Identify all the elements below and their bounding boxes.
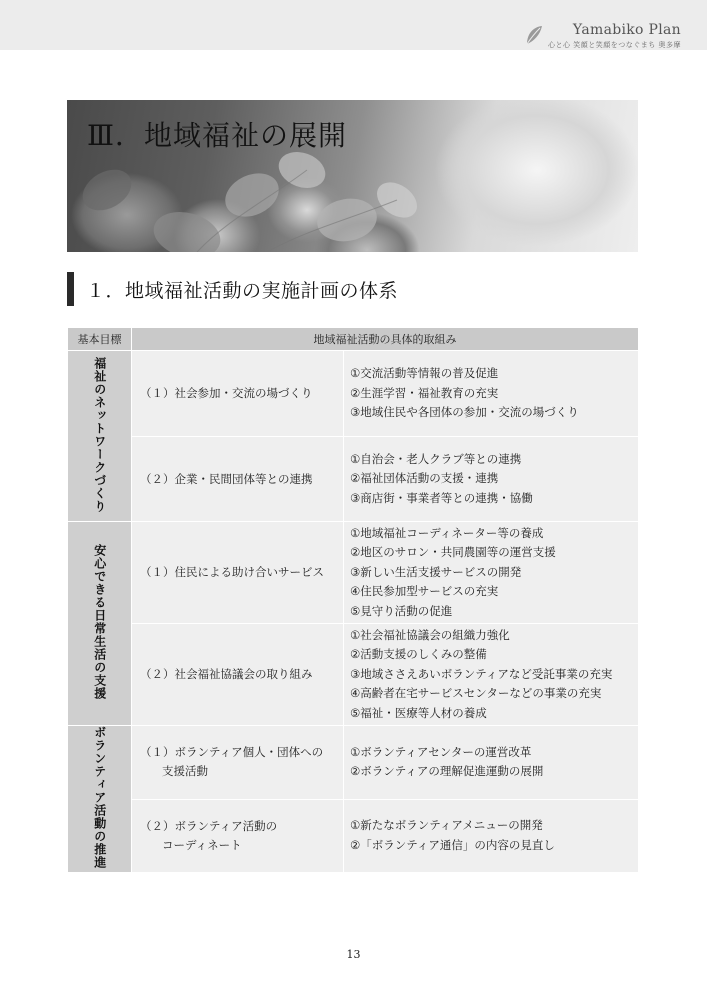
table-row — [68, 437, 639, 522]
initiative-label: （１）社会参加・交流の場づくり — [140, 386, 313, 400]
table-row — [68, 351, 639, 437]
list-item: ①交流活動等情報の普及促進 — [350, 366, 499, 381]
items-cell — [344, 726, 639, 800]
list-item: ③地域ささえあいボランティアなど受託事業の充実 — [350, 666, 613, 681]
initiative-cell — [132, 726, 344, 800]
chapter-title: Ⅲ．地域福祉の展開 — [87, 119, 348, 152]
page-number: 13 — [346, 948, 361, 961]
initiative-cell — [132, 522, 344, 624]
items-cell — [344, 437, 639, 522]
goal-cell — [68, 726, 132, 873]
list-item: ①自治会・老人クラブ等との連携 — [350, 451, 522, 466]
initiative-cell — [132, 799, 344, 873]
list-item: ②福祉団体活動の支援・連携 — [350, 471, 499, 486]
list-item: ④高齢者在宅サービスセンターなどの事業の充実 — [350, 686, 602, 701]
table-row — [68, 799, 639, 873]
table-row — [68, 726, 639, 800]
list-item: ②「ボランティア通信」の内容の見直し — [350, 837, 555, 852]
list-item: ⑤福祉・医療等人材の養成 — [350, 705, 487, 720]
initiative-label: （２）企業・民間団体等との連携 — [140, 471, 313, 486]
list-item: ③新しい生活支援サービスの開発 — [350, 564, 522, 579]
initiatives-column-header: 地域福祉活動の具体的取組み — [132, 328, 639, 351]
list-item: ②地区のサロン・共同農園等の運営支援 — [350, 545, 556, 560]
logo — [548, 22, 681, 50]
goal-cell — [68, 522, 132, 726]
list-item: ③商店街・事業者等との連携・協働 — [350, 490, 533, 505]
initiative-label-continued: 支援活動 — [162, 764, 208, 779]
goal-cell — [68, 351, 132, 522]
section-heading — [67, 272, 398, 306]
table-row — [68, 522, 639, 624]
logo-title: Yamabiko Plan — [572, 22, 681, 38]
list-item: ②ボランティアの理解促進運動の展開 — [350, 764, 544, 779]
list-item: ①新たなボランティアメニューの開発 — [350, 818, 543, 833]
list-item: ④住民参加型サービスの充実 — [350, 584, 499, 599]
list-item: ①社会福祉協議会の組織力強化 — [350, 627, 510, 642]
initiative-label: （２）ボランティア活動の — [140, 818, 278, 833]
logo-subtitle: 心と心 笑顔と笑顔をつなぐまち 奥多摩 — [548, 41, 681, 49]
list-item: ①ボランティアセンターの運営改革 — [350, 744, 532, 759]
chapter-banner — [67, 100, 638, 252]
goal-label: 福祉のネットワークづくり — [92, 356, 107, 513]
leaf-icon — [524, 24, 544, 46]
list-item: ②活動支援のしくみの整備 — [350, 647, 487, 662]
goal-label: ボランティア活動の推進 — [92, 726, 107, 869]
initiative-label: （１）ボランティア個人・団体への — [140, 745, 324, 760]
list-item: ②生涯学習・福祉教育の充実 — [350, 385, 499, 400]
list-item: ①地域福祉コーディネーター等の養成 — [350, 525, 544, 540]
list-item: ③地域住民や各団体の参加・交流の場づくり — [350, 405, 579, 420]
items-cell — [344, 522, 639, 624]
goal-column-header: 基本目標 — [68, 328, 132, 351]
initiative-cell — [132, 624, 344, 726]
initiative-cell — [132, 351, 344, 437]
section-title: １．地域福祉活動の実施計画の体系 — [86, 279, 399, 302]
initiative-label-continued: コーディネート — [162, 837, 242, 852]
initiative-label: （１）住民による助け合いサービス — [140, 565, 324, 579]
plan-structure-table — [67, 327, 639, 873]
initiative-cell — [132, 437, 344, 522]
items-cell — [344, 351, 639, 437]
table-row — [68, 624, 639, 726]
section-marker-bar — [67, 272, 74, 306]
goal-label: 安心できる日常生活の支援 — [92, 544, 107, 700]
initiative-label: （２）社会福祉協議会の取り組み — [140, 667, 313, 681]
list-item: ⑤見守り活動の促進 — [350, 603, 453, 618]
items-cell — [344, 799, 639, 873]
items-cell — [344, 624, 639, 726]
table-header-row — [68, 328, 639, 351]
